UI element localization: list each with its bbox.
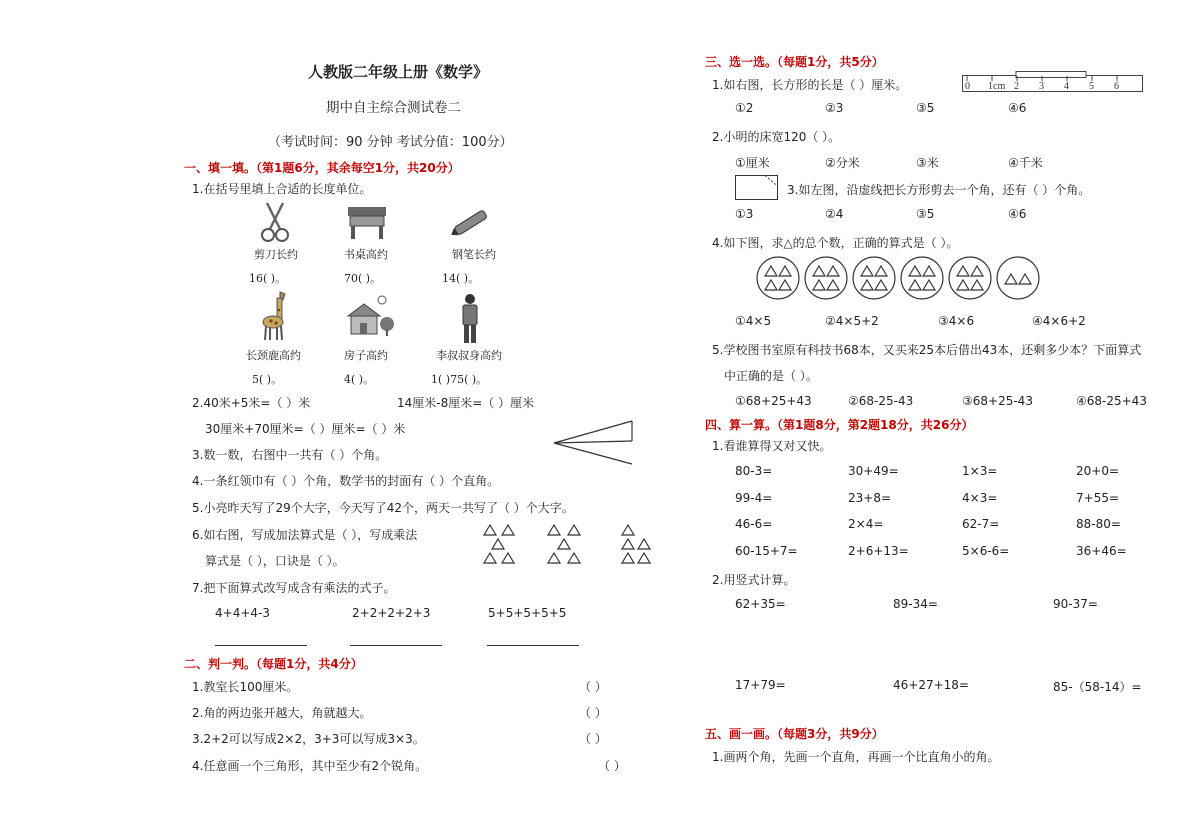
s1-q7: 7.把下面算式改写成含有乘法的式子。 (192, 581, 396, 595)
s3-q2-opt1[interactable]: ①厘米 (735, 156, 770, 170)
rectangle-cut-figure (735, 175, 779, 201)
vert-5: 46+27+18= (893, 678, 969, 692)
s3-q5a: 5.学校图书室原有科技书68本，又买来25本后借出43本，还剩多少本？下面算式 (712, 343, 1142, 357)
ruler-label-1: 1cm (988, 81, 1006, 92)
s3-q3-opt3[interactable]: ③5 (916, 207, 935, 221)
caption-house: 房子高约 (344, 349, 388, 362)
calc-r3c4: 88-80= (1076, 517, 1121, 531)
s1-q2b: 14厘米-8厘米=（ ）厘米 (397, 396, 535, 410)
desk-icon (346, 205, 388, 241)
s4-q2: 2.用竖式计算。 (712, 573, 796, 587)
calc-r1c2: 30+49= (848, 464, 899, 478)
ruler-label-4: 4 (1064, 81, 1069, 92)
s3-q3-opt4[interactable]: ④6 (1008, 207, 1027, 221)
calc-r2c3: 4×3= (962, 491, 998, 505)
s1-q6b: 算式是（ ），口诀是（ ）。 (205, 554, 345, 568)
answer-line-1[interactable] (215, 645, 307, 646)
s3-q4-opt1[interactable]: ①4×5 (735, 314, 772, 328)
fill-pen: 14( )。 (442, 272, 480, 285)
ruler-label-0: 0 (965, 81, 970, 92)
giraffe-icon (258, 290, 292, 342)
page-title: 人教版二年级上册《数学》 (308, 63, 489, 81)
house-icon (344, 294, 396, 342)
s1-q6a: 6.如右图，写成加法算式是（ ），写成乘法 (192, 528, 418, 542)
s1-q1: 1.在括号里填上合适的长度单位。 (192, 182, 372, 196)
vert-6: 85-（58-14）= (1053, 680, 1142, 694)
s3-q4: 4.如下图，求△的总个数，正确的算式是（ ）。 (712, 236, 959, 250)
calc-r2c4: 7+55= (1076, 491, 1120, 505)
calc-r3c2: 2×4= (848, 517, 884, 531)
s3-q2-opt3[interactable]: ③米 (916, 156, 939, 170)
calc-r3c3: 62-7= (962, 517, 1000, 531)
angles-figure (552, 419, 634, 467)
calc-r1c3: 1×3= (962, 464, 998, 478)
vert-4: 17+79= (735, 678, 786, 692)
judge-1: 1.教室长100厘米。 (192, 680, 299, 694)
s3-q3-opt2[interactable]: ②4 (825, 207, 844, 221)
s3-q4-opt4[interactable]: ④4×6+2 (1032, 314, 1086, 328)
calc-r4c2: 2+6+13= (848, 544, 909, 558)
s4-q1: 1.看谁算得又对又快。 (712, 439, 832, 453)
caption-desk: 书桌高约 (344, 248, 388, 261)
caption-giraffe: 长颈鹿高约 (246, 349, 301, 362)
fill-man: 1( )75( )。 (431, 373, 488, 386)
section5-heading: 五、画一画。（每题3分，共9分） (705, 727, 884, 741)
ruler-label-6: 6 (1114, 81, 1119, 92)
calc-r1c4: 20+0= (1076, 464, 1120, 478)
judge-3-paren[interactable]: （ ） (579, 732, 607, 746)
calc-r1c1: 80-3= (735, 464, 773, 478)
calc-r3c1: 46-6= (735, 517, 773, 531)
section2-heading: 二、判一判。（每题1分，共4分） (184, 657, 363, 671)
calc-r4c4: 36+46= (1076, 544, 1127, 558)
man-icon (458, 293, 482, 345)
expr-1: 4+4+4-3 (215, 606, 270, 620)
exam-info: （考试时间：90 分钟 考试分值：100分） (268, 135, 513, 150)
s3-q1-opt3[interactable]: ③5 (916, 101, 935, 115)
judge-2: 2.角的两边张开越大，角就越大。 (192, 706, 372, 720)
s1-q5: 5.小亮昨天写了29个大字，今天写了42个，两天一共写了（ ）个大字。 (192, 501, 574, 515)
s1-q3: 3.数一数，右图中一共有（ ）个角。 (192, 448, 388, 462)
s3-q5-opt4[interactable]: ④68-25+43 (1076, 394, 1147, 408)
fill-house: 4( )。 (344, 373, 375, 386)
s3-q5-opt2[interactable]: ②68-25-43 (848, 394, 914, 408)
triangle-groups-figure (482, 523, 662, 565)
s5-q1: 1.画两个角，先画一个直角，再画一个比直角小的角。 (712, 750, 1000, 764)
ruler-label-5: 5 (1089, 81, 1094, 92)
s3-q3: 3.如左图，沿虚线把长方形剪去一个角，还有（ ）个角。 (787, 183, 1091, 197)
s3-q1: 1.如右图，长方形的长是（ ）厘米。 (712, 78, 908, 92)
fill-desk: 70( )。 (344, 272, 382, 285)
calc-r2c2: 23+8= (848, 491, 892, 505)
circles-triangles-figure (755, 255, 1045, 301)
s3-q1-opt4[interactable]: ④6 (1008, 101, 1027, 115)
judge-4: 4.任意画一个三角形，其中至少有2个锐角。 (192, 759, 428, 773)
judge-1-paren[interactable]: （ ） (579, 680, 607, 694)
ruler-figure (962, 71, 1150, 93)
answer-line-2[interactable] (350, 645, 442, 646)
scissors-icon (257, 201, 293, 243)
judge-4-paren[interactable]: （ ） (598, 759, 626, 773)
vert-2: 89-34= (893, 597, 938, 611)
s3-q2-opt4[interactable]: ④千米 (1008, 156, 1043, 170)
judge-3: 3.2+2可以写成2×2，3+3可以写成3×3。 (192, 732, 425, 746)
s3-q1-opt2[interactable]: ②3 (825, 101, 844, 115)
s3-q3-opt1[interactable]: ①3 (735, 207, 754, 221)
s3-q4-opt3[interactable]: ③4×6 (938, 314, 975, 328)
section4-heading: 四、算一算。（第1题8分，第2题18分，共26分） (705, 418, 974, 432)
section1-heading: 一、填一填。（第1题6分，其余每空1分，共20分） (184, 161, 460, 175)
vert-3: 90-37= (1053, 597, 1098, 611)
pen-icon (448, 208, 494, 238)
caption-man: 李叔叔身高约 (436, 349, 502, 362)
judge-2-paren[interactable]: （ ） (579, 706, 607, 720)
s3-q5-opt3[interactable]: ③68+25-43 (962, 394, 1033, 408)
fill-giraffe: 5( )。 (252, 373, 283, 386)
caption-pen: 钢笔长约 (452, 248, 496, 261)
s3-q1-opt1[interactable]: ①2 (735, 101, 754, 115)
s1-q2c: 30厘米+70厘米=（ ）厘米=（ ）米 (205, 422, 406, 436)
s3-q5b: 中正确的是（ ）。 (724, 369, 818, 383)
s3-q4-opt2[interactable]: ②4×5+2 (825, 314, 879, 328)
ruler-label-2: 2 (1014, 81, 1019, 92)
answer-line-3[interactable] (487, 645, 579, 646)
calc-r4c1: 60-15+7= (735, 544, 798, 558)
expr-2: 2+2+2+2+3 (352, 606, 431, 620)
calc-r2c1: 99-4= (735, 491, 773, 505)
s1-q4: 4.一条红领巾有（ ）个角，数学书的封面有（ ）个直角。 (192, 474, 500, 488)
calc-r4c3: 5×6-6= (962, 544, 1010, 558)
page-subtitle: 期中自主综合测试卷二 (326, 100, 461, 116)
ruler-label-3: 3 (1039, 81, 1044, 92)
s3-q5-opt1[interactable]: ①68+25+43 (735, 394, 812, 408)
section3-heading: 三、选一选。（每题1分，共5分） (705, 55, 884, 69)
s3-q2-opt2[interactable]: ②分米 (825, 156, 860, 170)
fill-scissors: 16( )。 (249, 272, 287, 285)
expr-3: 5+5+5+5+5 (488, 606, 567, 620)
s1-q2a: 2.40米+5米=（ ）米 (192, 396, 311, 410)
caption-scissors: 剪刀长约 (254, 248, 298, 261)
s3-q2: 2.小明的床宽120（ ）。 (712, 130, 841, 144)
vert-1: 62+35= (735, 597, 786, 611)
